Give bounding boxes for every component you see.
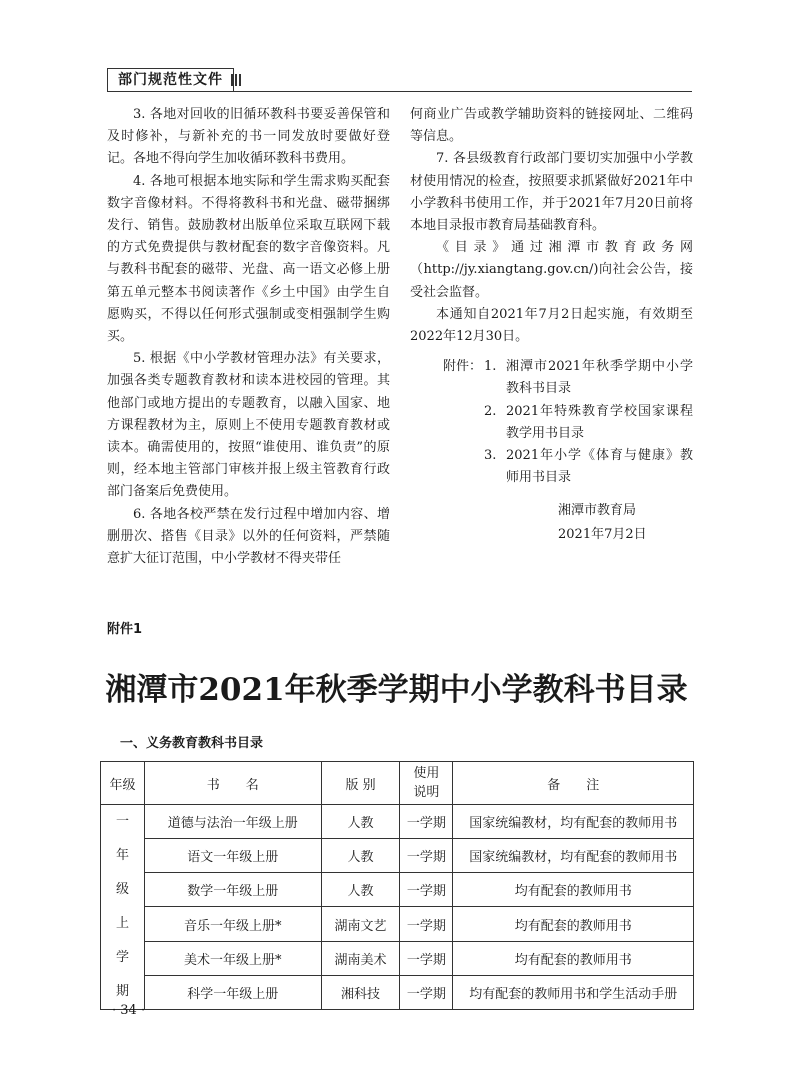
- signature-block: [410, 499, 693, 547]
- paragraph: 5. 根据《中小学教材管理办法》有关要求，加强各类专题教育教材和读本进校园的管理。其他部门或地方提出的专题教育，以融入国家、地方课程教材为主，原则上不使用专题教育教材或读本。确需使用的，按照“谁使用、谁负责”的原则，经本地主管部门审核并报上级主管教育行政部门备案后免费使用。: [107, 351, 390, 500]
- grade-char: 级: [115, 882, 129, 897]
- book-name-cell: 道德与法治一年级上册: [144, 805, 321, 839]
- grade-char: 一: [115, 814, 129, 829]
- paragraph: 4. 各地可根据本地实际和学生需求购买配套数字音像材料。不得将教科书和光盘、磁带捆绑发行、销售。鼓励教材出版单位采取互联网下载的方式免费提供与教材配套的数字音像资料。凡与教科书配套的磁带、光盘、高一语文必修上册第五单元整本书阅读著作《乡土中国》由学生自愿购买，不得以任何形式强制或变相强制学生购买。: [107, 173, 390, 345]
- header-usage-line2: 说明: [413, 785, 440, 800]
- table-row: [101, 873, 694, 907]
- usage-cell: 一学期: [400, 907, 453, 941]
- grade-char: 学: [115, 950, 129, 965]
- section-heading: 一、义务教育教科书目录: [120, 736, 264, 751]
- grade-char: 期: [115, 984, 129, 999]
- table-header-row: [101, 762, 694, 805]
- edition-cell: 人教: [321, 873, 400, 907]
- attachment-text: 2021年特殊教育学校国家课程教学用书目录: [506, 403, 693, 441]
- table-row: [101, 907, 694, 941]
- attachment-number: 2.: [484, 403, 497, 419]
- paragraph: 6. 各地各校严禁在发行过程中增加内容、增删册次、搭售《目录》以外的任何资料，严禁随意扩大征订范围，中小学教材不得夹带任: [107, 506, 390, 567]
- remarks-cell: 均有配套的教师用书: [453, 873, 694, 907]
- attachment-text: 2021年小学《体育与健康》教师用书目录: [506, 448, 693, 486]
- paragraph: 《目录》通过湘潭市教育政务网（http://jy.xiangtang.gov.cn/)向社会公告，接受社会监督。: [410, 240, 693, 300]
- remarks-cell: 国家统编教材，均有配套的教师用书: [453, 839, 694, 873]
- signature-date: 2021年7月2日: [558, 527, 647, 543]
- paragraph: 7. 各县级教育行政部门要切实加强中小学教材使用情况的检查，按照要求抓紧做好2021年中小学教科书使用工作，并于2021年7月20日前将本地目录报市教育局基础教育科。: [410, 151, 693, 234]
- edition-cell: 人教: [321, 805, 400, 839]
- book-name-cell: 数学一年级上册: [144, 873, 321, 907]
- header-remarks: 备 注: [453, 762, 694, 805]
- header-title: 部门规范性文件: [107, 68, 234, 92]
- header-book-name: 书 名: [144, 762, 321, 805]
- usage-cell: 一学期: [400, 873, 453, 907]
- paragraph: 3. 各地对回收的旧循环教科书要妥善保管和及时修补，与新补充的书一同发放时要做好登记。各地不得向学生加收循环教科书费用。: [107, 107, 390, 167]
- attachment-text: 湘潭市2021年秋季学期中小学教科书目录: [506, 359, 693, 397]
- page-number: · 34 ·: [112, 1003, 146, 1018]
- document-header: [107, 68, 692, 92]
- attachment-list: [410, 356, 693, 489]
- attachment-item: [410, 356, 693, 400]
- header-usage: [400, 762, 453, 805]
- attachment-item: [410, 401, 693, 445]
- remarks-cell: 均有配套的教师用书: [453, 907, 694, 941]
- edition-cell: 湖南文艺: [321, 907, 400, 941]
- signature-org: 湘潭市教育局: [558, 503, 637, 519]
- edition-cell: 人教: [321, 839, 400, 873]
- book-name-cell: 美术一年级上册*: [144, 941, 321, 975]
- attachment-label: 附件：: [442, 359, 482, 375]
- attachment-number: 1.: [484, 359, 497, 375]
- paragraph: 何商业广告或教学辅助资料的链接网址、二维码等信息。: [410, 107, 693, 145]
- usage-cell: 一学期: [400, 839, 453, 873]
- edition-cell: 湖南美术: [321, 941, 400, 975]
- attachment-number: 3.: [484, 448, 497, 464]
- book-name-cell: 科学一年级上册: [144, 975, 321, 1009]
- table-row: [101, 941, 694, 975]
- attachment-heading: 附件1: [107, 622, 143, 637]
- table-row: [101, 805, 694, 839]
- header-rule: [107, 91, 692, 92]
- main-title: 湘潭市2021年秋季学期中小学教科书目录: [105, 672, 688, 708]
- remarks-cell: 均有配套的教师用书和学生活动手册: [453, 975, 694, 1009]
- edition-cell: 湘科技: [321, 975, 400, 1009]
- remarks-cell: 国家统编教材，均有配套的教师用书: [453, 805, 694, 839]
- attachment-item: [410, 445, 693, 489]
- right-column: [410, 104, 693, 547]
- usage-cell: 一学期: [400, 975, 453, 1009]
- book-name-cell: 音乐一年级上册*: [144, 907, 321, 941]
- table-row: [101, 975, 694, 1009]
- header-usage-line1: 使用: [413, 766, 440, 781]
- grade-cell: [101, 805, 145, 1010]
- grade-char: 上: [115, 916, 129, 931]
- remarks-cell: 均有配套的教师用书: [453, 941, 694, 975]
- book-name-cell: 语文一年级上册: [144, 839, 321, 873]
- grade-char: 年: [115, 848, 129, 863]
- table-row: [101, 839, 694, 873]
- textbook-table: [100, 761, 694, 1010]
- header-grade: 年级: [101, 762, 145, 805]
- left-column: [107, 104, 390, 570]
- usage-cell: 一学期: [400, 805, 453, 839]
- usage-cell: 一学期: [400, 941, 453, 975]
- header-edition: 版 别: [321, 762, 400, 805]
- paragraph: 本通知自2021年7月2日起实施，有效期至2022年12月30日。: [410, 306, 693, 345]
